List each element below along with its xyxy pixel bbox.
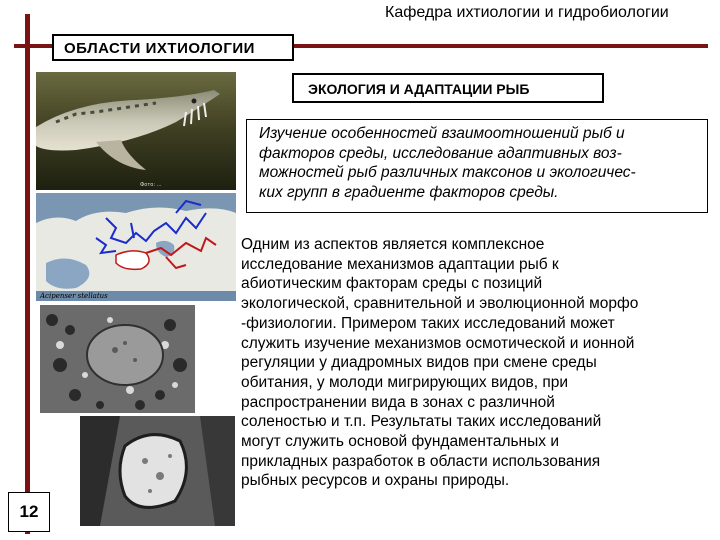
sturgeon-photo: [36, 72, 236, 190]
body-line: распространении вида в зонах с различной: [241, 393, 555, 411]
photo-credit: Фото: ...: [140, 182, 162, 188]
body-line: абиотическим факторам среды с позиций: [241, 275, 543, 293]
body-line: -физиологии. Примером таких исследований может: [241, 314, 615, 332]
intro-box: [246, 119, 708, 213]
body-line: служить изучение механизмов осмотической и ионной: [241, 334, 635, 352]
body-line: могут служить основой фундаментальных и: [241, 433, 559, 451]
map-caption: Acipenser stellatus: [40, 292, 108, 300]
body-line: обитания, у молоди мигрирующих видов, при: [241, 373, 569, 391]
body-paragraph: [241, 235, 711, 491]
body-line: прикладных разработок в области использования: [241, 452, 601, 470]
body-line: соленостью и т.п. Результаты таких исследований: [241, 413, 602, 431]
left-vertical-rule: [25, 14, 30, 534]
department-title: Кафедра ихтиологии и гидробиологии: [385, 4, 669, 21]
intro-line: Изучение особенностей взаимоотношений рыб и: [259, 125, 625, 142]
micrograph-1: [40, 305, 195, 413]
body-line: Одним из аспектов является комплексное: [241, 236, 545, 253]
body-line: исследование механизмов адаптации рыб к: [241, 255, 559, 273]
subsection-title: ЭКОЛОГИЯ И АДАПТАЦИИ РЫБ: [292, 73, 604, 103]
intro-line: можностей рыб различных таксонов и экологичес-: [259, 164, 636, 181]
body-line: регуляции у диадромных видов при смене среды: [241, 354, 597, 372]
intro-line: ких групп в градиенте факторов среды.: [259, 183, 559, 201]
distribution-map: [36, 193, 236, 301]
micrograph-2: [80, 416, 235, 526]
intro-line: факторов среды, исследование адаптивных воз-: [259, 144, 622, 162]
body-line: рыбных ресурсов и охраны природы.: [241, 472, 510, 490]
section-title: ОБЛАСТИ ИХТИОЛОГИИ: [52, 34, 294, 61]
body-line: экологической, сравнительной и эволюционной морфо: [241, 295, 639, 313]
page-number: 12: [8, 492, 50, 532]
